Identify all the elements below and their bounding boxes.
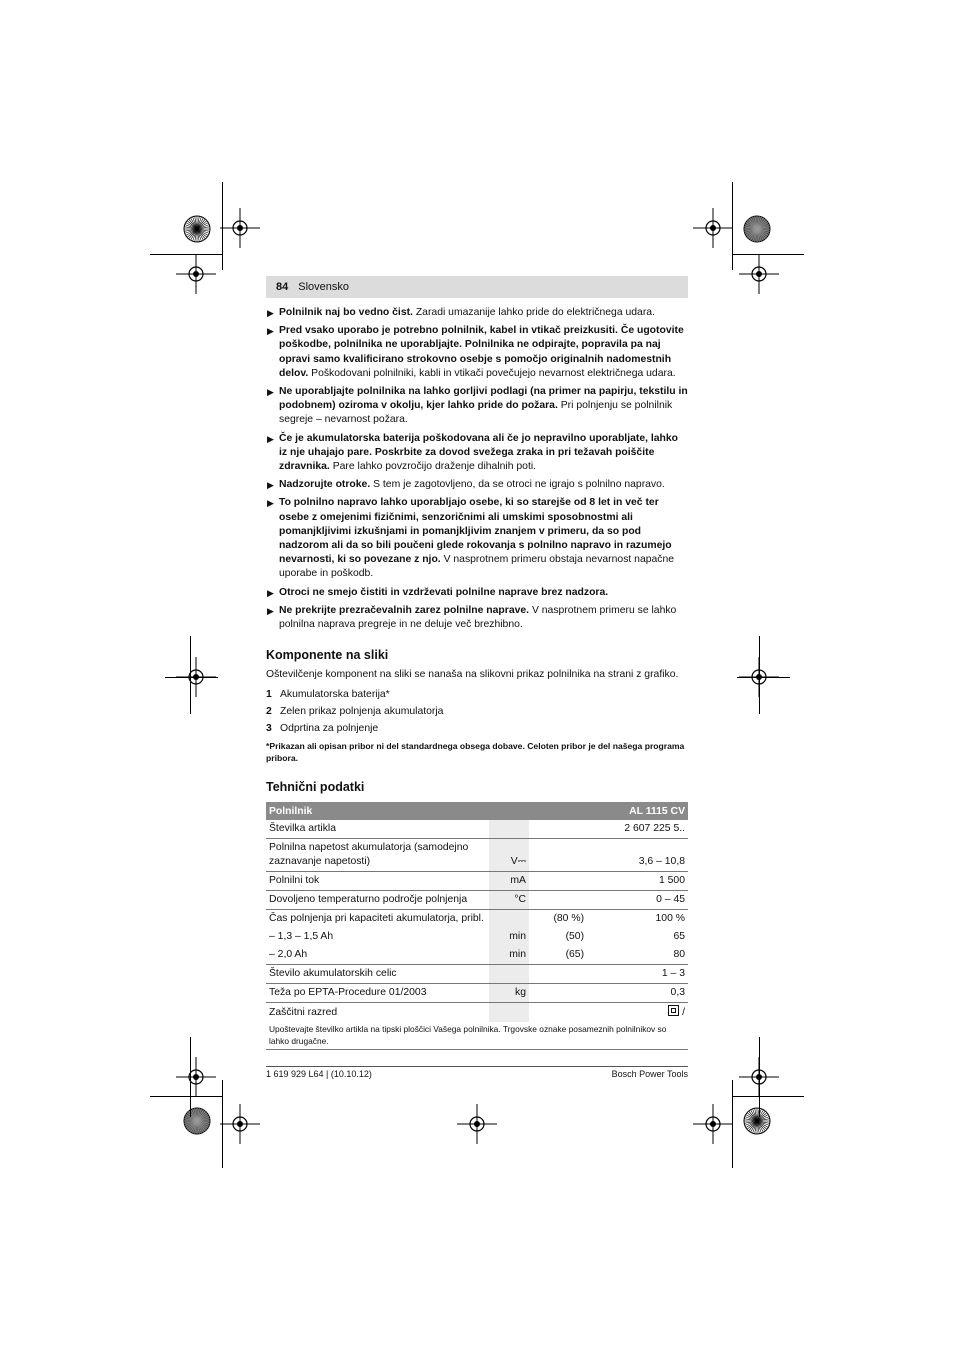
spec-unit: V⎓: [489, 839, 529, 872]
bullet-triangle-icon: ▶: [267, 433, 274, 444]
spec-unit: mA: [489, 872, 529, 891]
spec-label: Polnilna napetost akumulatorja (samodejno zaznavanje napetosti): [266, 839, 489, 872]
component-number: 1: [266, 689, 272, 701]
bullet-triangle-icon: ▶: [267, 326, 274, 337]
registration-crosshair-icon: [693, 208, 733, 248]
spec-label: – 1,3 – 1,5 Ah: [269, 931, 334, 943]
spec-unit: °C: [489, 891, 529, 910]
footer-brand: Bosch Power Tools: [611, 1069, 688, 1079]
tech-note-row: [266, 1022, 688, 1050]
spec-row: [266, 984, 688, 1003]
warning-text: Poškodovani polnilniki, kabli in vtikači povečujejo nevarnost električnega udara.: [308, 367, 676, 379]
spec-value: 80: [587, 946, 688, 965]
spec-value-partial: (65): [529, 946, 587, 965]
protection-label: Zaščitni razred: [269, 1007, 338, 1019]
spec-value-partial: (50): [565, 931, 585, 943]
spec-unit: [489, 965, 529, 984]
registration-starburst-icon: [742, 214, 772, 244]
registration-starburst-icon: [182, 214, 212, 244]
registration-crosshair-icon: [220, 1104, 260, 1144]
component-item: [266, 705, 688, 719]
spec-value: 65: [673, 931, 685, 943]
spec-value-partial: [529, 820, 587, 839]
warning-item: [266, 586, 688, 600]
tech-head-label: Polnilnik: [266, 802, 529, 820]
bullet-triangle-icon: ▶: [267, 605, 274, 616]
registration-starburst-icon: [742, 1106, 772, 1136]
warning-bold: Ne uporabljajte polnilnika na lahko gorljivi podlagi (na primer na papirju, tekstilu in podobnem) oziroma v okolju, kjer lahko pride do požara.: [279, 386, 688, 412]
spec-value-partial: (80 %): [553, 913, 585, 925]
warning-item: [266, 432, 688, 475]
spec-value: 0,3: [587, 984, 688, 1003]
warning-text: Pri polnjenju se polnilnik segreje – nevarnost požara.: [279, 400, 673, 426]
component-number: 2: [266, 706, 272, 718]
spec-value-partial: [529, 984, 587, 1003]
spec-value: 2 607 225 5..: [587, 820, 688, 839]
spec-label: Čas polnjenja pri kapaciteti akumulatorja, pribl.: [269, 913, 484, 925]
page-number: 84: [276, 281, 289, 293]
spec-label: – 2,0 Ah: [266, 946, 489, 965]
registration-crosshair-icon: [457, 1104, 497, 1144]
page-footer: [266, 1069, 688, 1079]
page-header: [266, 276, 688, 298]
warning-bold: Polnilnik naj bo vedno čist.: [279, 307, 413, 318]
spec-value-partial: [529, 891, 587, 910]
spec-row: [266, 891, 688, 910]
warning-item: [266, 604, 688, 632]
spec-unit: [489, 910, 529, 929]
warning-bold: To polnilno napravo lahko uporabljajo osebe, ki so starejše od 8 let in več ter osebe z omejenimi fizičnimi, senzoričnimi ali umskimi sposobnostmi ali pomanjkljivimi izkušnjami in pomanjkljivim znanjem v primeru, da so pod nadzorom ali da so bili poučeni glede rokovanja s polnilno napravo in razumejo nevarnosti, ki so povezane z njo.: [279, 497, 672, 566]
document-page: [266, 276, 688, 1050]
components-intro: Oštevilčenje komponent na sliki se nanaša na slikovni prikaz polnilnika na strani z grafiko.: [266, 669, 679, 681]
warning-text: Zaradi umazanije lahko pride do električnega udara.: [412, 307, 655, 318]
protection-row: [266, 1003, 688, 1023]
safety-warnings: [266, 306, 688, 632]
protection-value: /: [682, 1007, 685, 1019]
warning-bold: Nadzorujte otroke.: [279, 479, 371, 491]
spec-row: [266, 928, 688, 946]
warning-text: V nasprotnem primeru se lahko polnilna naprava pregreje in ne deluje več brezhibno.: [279, 604, 677, 631]
warning-text: S tem je zagotovljeno, da se otroci ne igrajo s polnilno napravo.: [370, 479, 665, 491]
footer-doc-number: 1 619 929 L64 | (10.10.12): [266, 1069, 372, 1079]
registration-crosshair-icon: [176, 254, 216, 294]
component-number: 3: [266, 723, 272, 735]
spec-label: Število akumulatorskih celic: [266, 965, 489, 984]
tech-heading: Tehnični podatki: [266, 780, 365, 795]
warning-item: [266, 306, 688, 320]
spec-row: [266, 910, 688, 929]
warning-item: [266, 324, 688, 381]
warning-text: Pare lahko povzročijo draženje dihalnih poti.: [329, 461, 537, 473]
components-list: [266, 688, 688, 736]
registration-crosshair-icon: [220, 208, 260, 248]
spec-value-partial: [529, 872, 587, 891]
warning-text: V nasprotnem primeru obstaja nevarnost napačne uporabe in poškodb.: [279, 554, 675, 580]
bullet-triangle-icon: ▶: [267, 498, 274, 509]
spec-unit: min: [489, 946, 529, 965]
component-label: Akumulatorska baterija*: [280, 689, 390, 701]
warning-bold: Otroci ne smejo čistiti in vzdrževati polnilne naprave brez nadzora.: [279, 586, 609, 598]
tech-note: Upoštevajte številko artikla na tipski ploščici Vašega polnilnika. Trgovske oznake posameznih polnilnikov so lahko drugačne.: [266, 1022, 688, 1050]
spec-value: 3,6 – 10,8: [587, 839, 688, 872]
warning-bold: Če je akumulatorska baterija poškodovana ali če jo nepravilno uporabljate, lahko iz nje uhajajo pare. Poskrbite za dovod svežega zraka in pri težavah poiščite zdravnika.: [279, 432, 679, 473]
spec-label: Dovoljeno temperaturno področje polnjenja: [266, 891, 489, 910]
warning-item: [266, 385, 688, 428]
bullet-triangle-icon: ▶: [267, 480, 274, 491]
warning-bold: Pred vsako uporabo je potrebno polnilnik, kabel in vtikač preizkusiti. Če ugotovite poškodbe, polnilnika ne uporabljajte. Polnilnika ne odpirajte, popravila pa naj opravi samo kvalificirano strokovno osebje s pomočjo originalnih nadomestnih delov.: [279, 325, 684, 379]
warning-item: [266, 478, 688, 492]
spec-unit: [489, 820, 529, 839]
spec-row: [266, 839, 688, 872]
component-item: [266, 722, 688, 736]
spec-value: 1 500: [587, 872, 688, 891]
footer-rule: [266, 1066, 688, 1067]
warning-bold: Ne prekrijte prezračevalnih zarez polnilne naprave.: [279, 604, 530, 616]
spec-label: Teža po EPTA-Procedure 01/2003: [266, 984, 489, 1003]
spec-value-partial: [529, 839, 587, 872]
spec-label: Številka artikla: [266, 820, 489, 839]
warning-item: [266, 496, 688, 581]
registration-crosshair-icon: [693, 1104, 733, 1144]
spec-row: [266, 946, 688, 965]
bullet-triangle-icon: ▶: [267, 308, 274, 318]
accessory-footnote: *Prikazan ali opisan pribor ni del standardnega obsega dobave. Celoten pribor je del našega programa pribora.: [266, 741, 685, 764]
spec-value: 1 – 3: [587, 965, 688, 984]
spec-unit: kg: [489, 984, 529, 1003]
tech-head-model: AL 1115 CV: [587, 802, 688, 820]
components-heading: Komponente na sliki: [266, 648, 389, 663]
bullet-triangle-icon: ▶: [267, 587, 274, 598]
spec-value: 0 – 45: [587, 891, 688, 910]
tech-table-header: [266, 802, 688, 820]
language-label: Slovensko: [298, 281, 350, 293]
spec-row: [266, 872, 688, 891]
protection-class-ii-icon: [668, 1005, 679, 1016]
component-label: Zelen prikaz polnjenja akumulatorja: [280, 706, 444, 718]
spec-unit: min: [489, 928, 529, 946]
spec-value: 100 %: [655, 913, 685, 925]
component-item: [266, 688, 688, 702]
registration-crosshair-icon: [739, 254, 779, 294]
tech-table: [266, 802, 688, 1050]
registration-crosshair-icon: [176, 1057, 216, 1097]
bullet-triangle-icon: ▶: [267, 387, 274, 398]
registration-starburst-icon: [182, 1106, 212, 1136]
component-label: Odprtina za polnjenje: [280, 723, 379, 735]
spec-value-partial: [529, 965, 587, 984]
spec-row: [266, 820, 688, 839]
spec-row: [266, 965, 688, 984]
spec-label: Polnilni tok: [266, 872, 489, 891]
